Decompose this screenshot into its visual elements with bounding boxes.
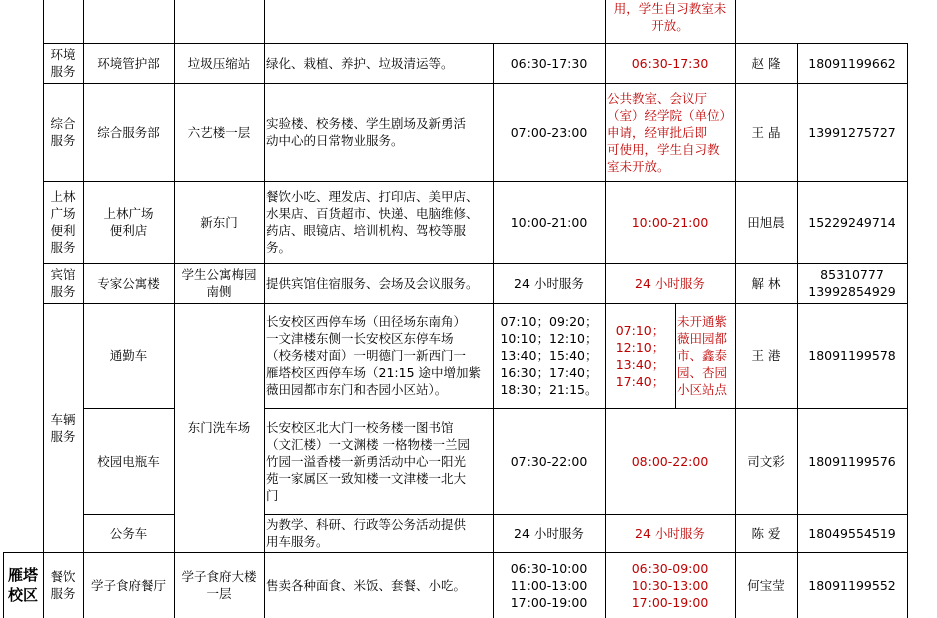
env-location: 垃圾压缩站 bbox=[187, 55, 251, 71]
dining-hours: 06:30-10:00 11:00-13:00 17:00-19:00 bbox=[510, 560, 588, 610]
ebike-person: 司文彩 bbox=[747, 453, 785, 469]
commute-person: 王 港 bbox=[751, 348, 781, 363]
hotel-dept: 专家公寓楼 bbox=[97, 275, 160, 291]
shanglin-content: 餐饮小吃、理发店、打印店、美甲店、 水果店、百货超市、快递、电脑维修、 药店、眼镜店、培训机构、驾校等服 务。 bbox=[266, 189, 479, 255]
top-holiday-note: 用，学生自习教室未 开放。 bbox=[613, 1, 727, 33]
grid-line bbox=[43, 263, 908, 264]
grid-line bbox=[907, 43, 908, 618]
hotel-category: 宾馆 服务 bbox=[50, 267, 76, 299]
ebike-phone: 18091199576 bbox=[808, 453, 896, 469]
dining-person: 何宝莹 bbox=[747, 577, 785, 593]
grid-line bbox=[3, 552, 908, 553]
vehicle-category: 车辆 服务 bbox=[50, 411, 76, 444]
shanglin-category: 上林 广场 便利 服务 bbox=[50, 189, 76, 255]
env-content: 绿化、栽植、养护、垃圾清运等。 bbox=[266, 55, 454, 71]
official-person: 陈 爱 bbox=[751, 525, 781, 541]
env-hours: 06:30-17:30 bbox=[510, 55, 588, 71]
official-content: 为教学、科研、行政等公务活动提供 用车服务。 bbox=[266, 517, 467, 549]
ebike-content: 长安校区北大门一校务楼一图书馆 （文汇楼）一文渊楼 一格物楼一兰园 竹园一溢香楼一新勇活动中心一阳光 苑一家属区一致知楼一文津楼一北大 门 bbox=[266, 419, 470, 503]
grid-line bbox=[174, 0, 175, 618]
shanglin-holiday: 10:00-21:00 bbox=[631, 214, 709, 230]
commute-dept: 通勤车 bbox=[109, 348, 148, 363]
dining-phone: 18091199552 bbox=[808, 577, 896, 593]
grid-line bbox=[605, 0, 606, 618]
comp-hours: 07:00-23:00 bbox=[510, 124, 588, 140]
env-holiday: 06:30-17:30 bbox=[631, 55, 709, 71]
grid-line bbox=[264, 408, 908, 409]
hotel-hours: 24 小时服务 bbox=[514, 275, 584, 291]
commute-holiday-note: 未开通紫 薇田园都 市、鑫泰 园、杏园 小区站点 bbox=[677, 314, 728, 397]
comp-phone: 13991275727 bbox=[808, 124, 896, 140]
grid-line bbox=[83, 514, 174, 515]
dining-category: 餐饮 服务 bbox=[50, 569, 76, 601]
grid-line bbox=[493, 43, 494, 618]
hotel-holiday: 24 小时服务 bbox=[635, 275, 705, 291]
grid-line bbox=[264, 0, 265, 618]
comp-content: 实验楼、校务楼、学生剧场及新勇活 动中心的日常物业服务。 bbox=[266, 116, 467, 148]
shanglin-dept: 上林广场 便利店 bbox=[103, 206, 154, 238]
hotel-phone: 85310777 13992854929 bbox=[808, 267, 896, 299]
dining-campus: 雁塔 校区 bbox=[7, 566, 38, 604]
ebike-hours: 07:30-22:00 bbox=[510, 453, 588, 469]
grid-line bbox=[43, 83, 908, 84]
dining-location: 学子食府大楼 一层 bbox=[181, 569, 257, 601]
shanglin-hours: 10:00-21:00 bbox=[510, 214, 588, 230]
commute-phone: 18091199578 bbox=[808, 348, 896, 363]
grid-line bbox=[675, 303, 676, 408]
shanglin-location: 新东门 bbox=[200, 214, 238, 230]
ebike-holiday: 08:00-22:00 bbox=[631, 453, 709, 469]
env-person: 赵 隆 bbox=[751, 55, 781, 71]
hotel-content: 提供宾馆住宿服务、会场及会议服务。 bbox=[266, 275, 479, 291]
commute-holiday-times: 07:10； 12:10； 13:40； 17:40； bbox=[615, 322, 665, 389]
comp-holiday: 公共教室、会议厅 （室）经学院（单位） 申请，经审批后即 可使用，学生自习教 室未开放。 bbox=[607, 90, 733, 174]
grid-line bbox=[43, 43, 908, 44]
shanglin-person: 田旭晨 bbox=[747, 214, 785, 230]
env-dept: 环境管护部 bbox=[97, 55, 160, 71]
comp-dept: 综合服务部 bbox=[97, 124, 160, 140]
hotel-person: 解 林 bbox=[751, 275, 781, 291]
dining-content: 售卖各种面食、米饭、套餐、小吃。 bbox=[266, 577, 467, 593]
grid-line bbox=[43, 181, 908, 182]
comp-location: 六艺楼一层 bbox=[187, 124, 251, 140]
shanglin-phone: 15229249714 bbox=[808, 214, 896, 230]
ebike-dept: 校园电瓶车 bbox=[97, 453, 160, 469]
commute-hours: 07:10；09:20； 10:10；12:10； 13:40；15:40； 16:30；17:40； 18:30；21:15。 bbox=[500, 314, 598, 397]
grid-line bbox=[797, 43, 798, 618]
env-phone: 18091199662 bbox=[808, 55, 896, 71]
grid-line bbox=[43, 303, 908, 304]
official-hours: 24 小时服务 bbox=[514, 525, 584, 541]
official-holiday: 24 小时服务 bbox=[635, 525, 705, 541]
official-phone: 18049554519 bbox=[808, 525, 896, 541]
grid-line bbox=[43, 0, 44, 618]
env-category: 环境 服务 bbox=[50, 47, 76, 79]
vehicle-location: 东门洗车场 bbox=[187, 420, 251, 435]
official-dept: 公务车 bbox=[109, 525, 148, 541]
comp-person: 王 晶 bbox=[751, 124, 781, 140]
hotel-location: 学生公寓梅园 南侧 bbox=[181, 267, 257, 299]
grid-line bbox=[3, 552, 4, 618]
grid-line bbox=[83, 408, 174, 409]
dining-dept: 学子食府餐厅 bbox=[90, 577, 166, 593]
dining-holiday: 06:30-09:00 10:30-13:00 17:00-19:00 bbox=[631, 560, 709, 610]
grid-line bbox=[264, 514, 908, 515]
grid-line bbox=[735, 0, 736, 618]
grid-line bbox=[83, 0, 84, 618]
comp-category: 综合 服务 bbox=[50, 116, 76, 148]
commute-content: 长安校区西停车场（田径场东南角） 一文津楼东侧一长安校区东停车场 （校务楼对面）一明德门一新西门一 雁塔校区西停车场（21:15 途中增加紫 薇田园都市东门和杏园小区站）。 bbox=[266, 314, 481, 397]
